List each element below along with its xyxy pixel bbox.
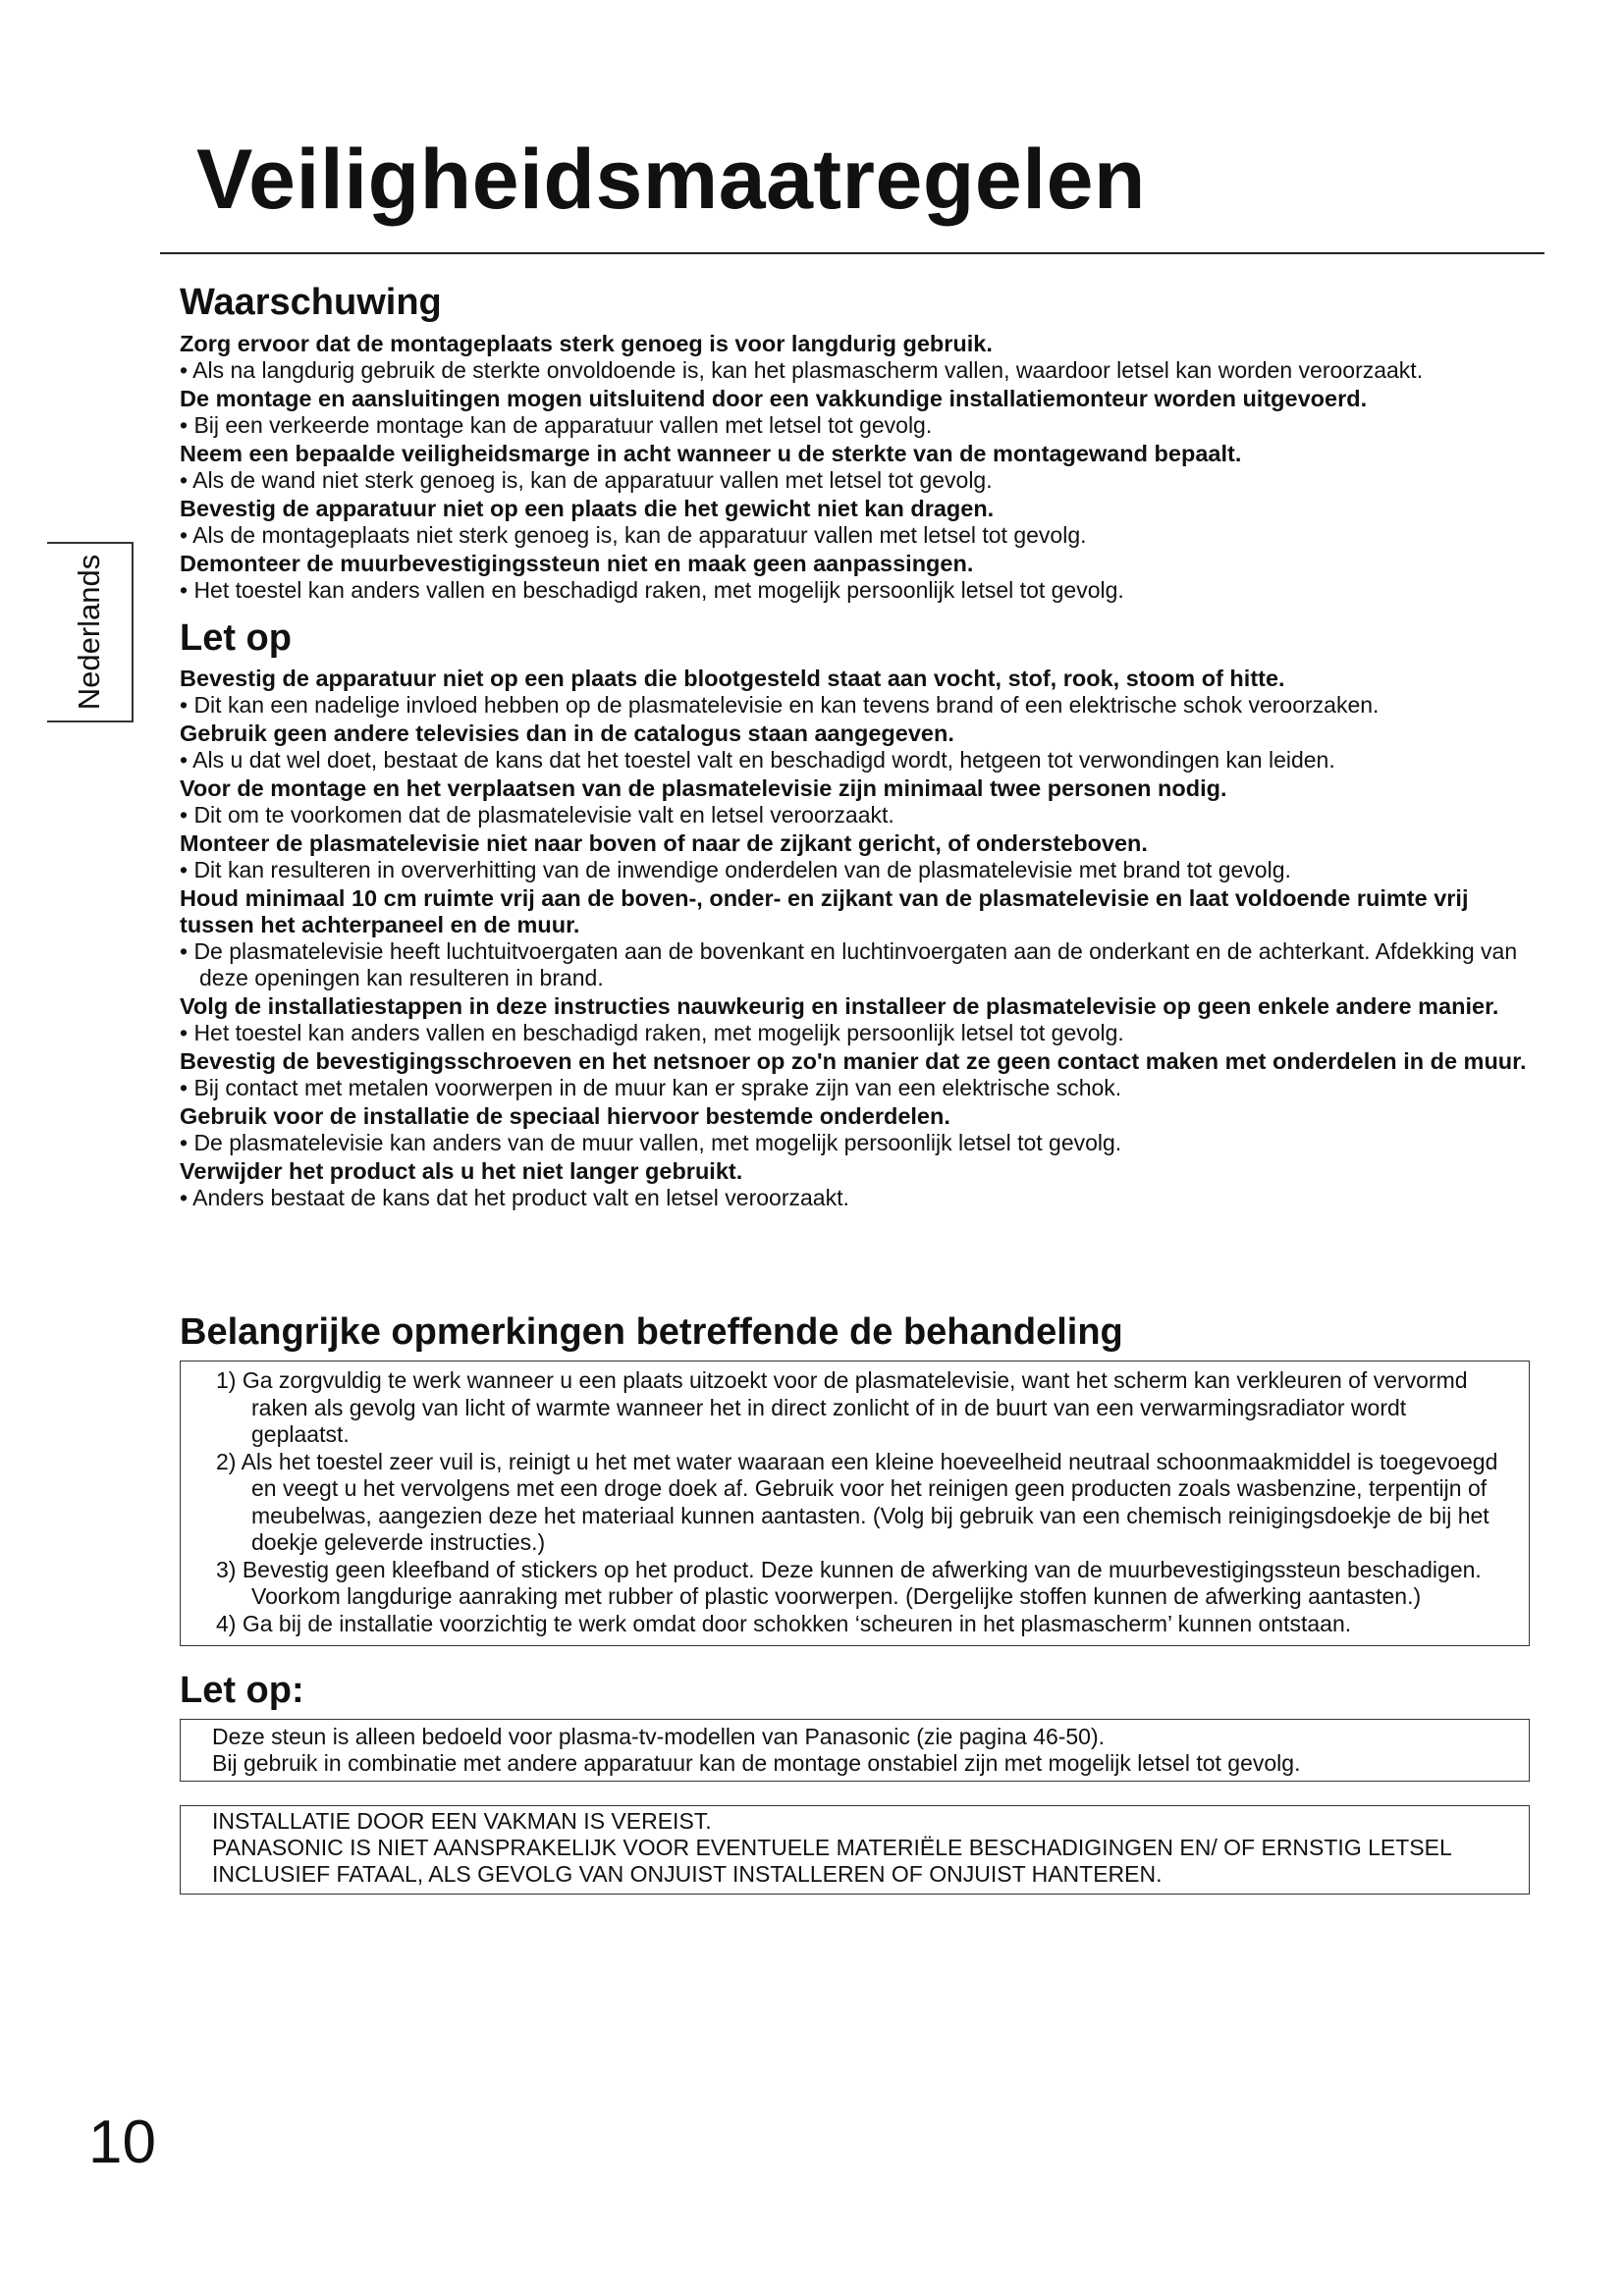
warning-section [180,282,1530,604]
side-tab-label: Nederlands [72,554,106,711]
note-line: Bij gebruik in combinatie met andere apparatuur kan de montage onstabiel zijn met mogelijk letsel tot gevolg. [212,1749,1301,1776]
handling-notes-box [180,1361,1530,1646]
note-heading: Let op: [180,1670,304,1712]
note-line: Deze steun is alleen bedoeld voor plasma-tv-modellen van Panasonic (zie pagina 46-50). [212,1723,1106,1749]
caution-item-body: • Anders bestaat de kans dat het product valt en letsel veroorzaakt. [180,1185,849,1211]
caution-item-body: • Dit kan resulteren in oververhitting van de inwendige onderdelen van de plasmatelevisie met brand tot gevolg. [180,857,1291,883]
handling-note: 4) Ga bij de installatie voorzichtig te werk omdat door schokken ‘scheuren in het plasmascherm’ kunnen ontstaan. [216,1610,1352,1636]
caution-item-head: Bevestig de bevestigingsschroeven en het netsnoer op zo'n manier dat ze geen contact maken met onderdelen in de muur. [180,1048,1527,1075]
note-box [180,1719,1530,1782]
warning-item-body: • Bij een verkeerde montage kan de apparatuur vallen met letsel tot gevolg. [180,411,933,438]
caution-item-head: Gebruik geen andere televisies dan in de catalogus staan aangegeven. [180,721,954,747]
handling-note: 1) Ga zorgvuldig te werk wanneer u een plaats uitzoekt voor de plasmatelevisie, want het scherm kan verkleuren of vervormd raken als gevolg van licht of warmte wanneer het in direct zonlicht of in de buurt van een verwarmingsradiator wordt geplaatst. [216,1367,1468,1448]
warning-item-body: • Als na langdurig gebruik de sterkte onvoldoende is, kan het plasmascherm vallen, waardoor letsel kan worden veroorzaakt. [180,356,1424,383]
caution-item-head: Gebruik voor de installatie de speciaal hiervoor bestemde onderdelen. [180,1103,950,1130]
warning-item-head: Neem een bepaalde veiligheidsmarge in acht wanneer u de sterkte van de montagewand bepaalt. [180,440,1242,466]
handling-heading: Belangrijke opmerkingen betreffende de behandeling [180,1311,1123,1354]
caution-item-head: Verwijder het product als u het niet langer gebruikt. [180,1158,743,1185]
note-section [180,1670,1530,1782]
warning-item-head: Demonteer de muurbevestigingssteun niet en maak geen aanpassingen. [180,550,974,576]
caution-section [180,617,1530,1212]
caution-heading: Let op [180,616,292,659]
warning-item-head: Bevestig de apparatuur niet op een plaats die het gewicht niet kan dragen. [180,495,995,521]
caution-item-body: • Het toestel kan anders vallen en beschadigd raken, met mogelijk persoonlijk letsel tot gevolg. [180,1020,1124,1046]
warning-item-body: • Als de montageplaats niet sterk genoeg is, kan de apparatuur vallen met letsel tot gevolg. [180,521,1087,548]
disclaimer-line: PANASONIC IS NIET AANSPRAKELIJK VOOR EVENTUELE MATERIËLE BESCHADIGINGEN EN/ OF ERNSTIG LETSEL INCLUSIEF FATAAL, ALS GEVOLG VAN ONJUIST INSTALLEREN OF ONJUIST HANTEREN. [212,1834,1451,1887]
installation-disclaimer-box [180,1805,1530,1895]
page-number: 10 [88,2109,156,2176]
handling-note: 2) Als het toestel zeer vuil is, reinigt u het met water waaraan een kleine hoeveelheid neutraal schoonmaakmiddel is toegevoegd en veegt u het vervolgens met een droge doek af. Gebruik voor het reinigen geen producten zoals wasbenzine, terpentijn of meubelwas, aangezien deze het materiaal kunnen aantasten. (Volg bij gebruik van een chemisch reinigingsdoekje de bij het doekje geleverde instructies.) [216,1448,1498,1556]
caution-item-head: Houd minimaal 10 cm ruimte vrij aan de boven-, onder- en zijkant van de plasmatelevisie en laat voldoende ruimte vrij tussen het achterpaneel en de muur. [180,885,1469,938]
language-side-tab [47,542,134,722]
title-divider [160,252,1544,254]
caution-item-head: Voor de montage en het verplaatsen van de plasmatelevisie zijn minimaal twee personen nodig. [180,775,1227,802]
page-title: Veiligheidsmaatregelen [196,133,1146,227]
warning-item-body: • Het toestel kan anders vallen en beschadigd raken, met mogelijk persoonlijk letsel tot gevolg. [180,576,1124,603]
caution-item-head: Monteer de plasmatelevisie niet naar boven of naar de zijkant gericht, of ondersteboven. [180,830,1148,857]
warning-item-head: Zorg ervoor dat de montageplaats sterk genoeg is voor langdurig gebruik. [180,330,993,356]
section-spacer [180,1213,1530,1311]
handling-note: 3) Bevestig geen kleefband of stickers op het product. Deze kunnen de afwerking van de muurbevestigingssteun beschadigen. Voorkom langdurige aanraking met rubber of plastic voorwerpen. (Dergelijke stoffen kunnen de afwerking aantasten.) [216,1556,1482,1610]
caution-item-body: • De plasmatelevisie heeft luchtuitvoergaten aan de bovenkant en luchtinvoergaten aan de onderkant en de achterkant. Afdekking van deze openingen kan resulteren in brand. [180,938,1518,991]
content [180,282,1530,1895]
caution-item-head: Bevestig de apparatuur niet op een plaats die blootgesteld staat aan vocht, stof, rook, stoom of hitte. [180,666,1285,692]
caution-item-body: • Als u dat wel doet, bestaat de kans dat het toestel valt en beschadigd wordt, hetgeen tot verwondingen kan leiden. [180,747,1335,774]
caution-item-body: • De plasmatelevisie kan anders van de muur vallen, met mogelijk persoonlijk letsel tot gevolg. [180,1130,1122,1156]
caution-item-body: • Dit kan een nadelige invloed hebben op de plasmatelevisie en kan tevens brand of een elektrische schok veroorzaken. [180,692,1380,719]
handling-section [180,1311,1530,1646]
disclaimer-line: INSTALLATIE DOOR EEN VAKMAN IS VEREIST. [212,1807,712,1834]
caution-item-head: Volg de installatiestappen in deze instructies nauwkeurig en installeer de plasmatelevisie op geen enkele andere manier. [180,993,1499,1020]
caution-item-body: • Bij contact met metalen voorwerpen in de muur kan er sprake zijn van een elektrische schok. [180,1075,1122,1101]
warning-heading: Waarschuwing [180,282,442,323]
caution-item-body: • Dit om te voorkomen dat de plasmatelevisie valt en letsel veroorzaakt. [180,802,894,828]
warning-item-head: De montage en aansluitingen mogen uitsluitend door een vakkundige installatiemonteur worden uitgevoerd. [180,385,1368,411]
warning-item-body: • Als de wand niet sterk genoeg is, kan de apparatuur vallen met letsel tot gevolg. [180,466,993,493]
